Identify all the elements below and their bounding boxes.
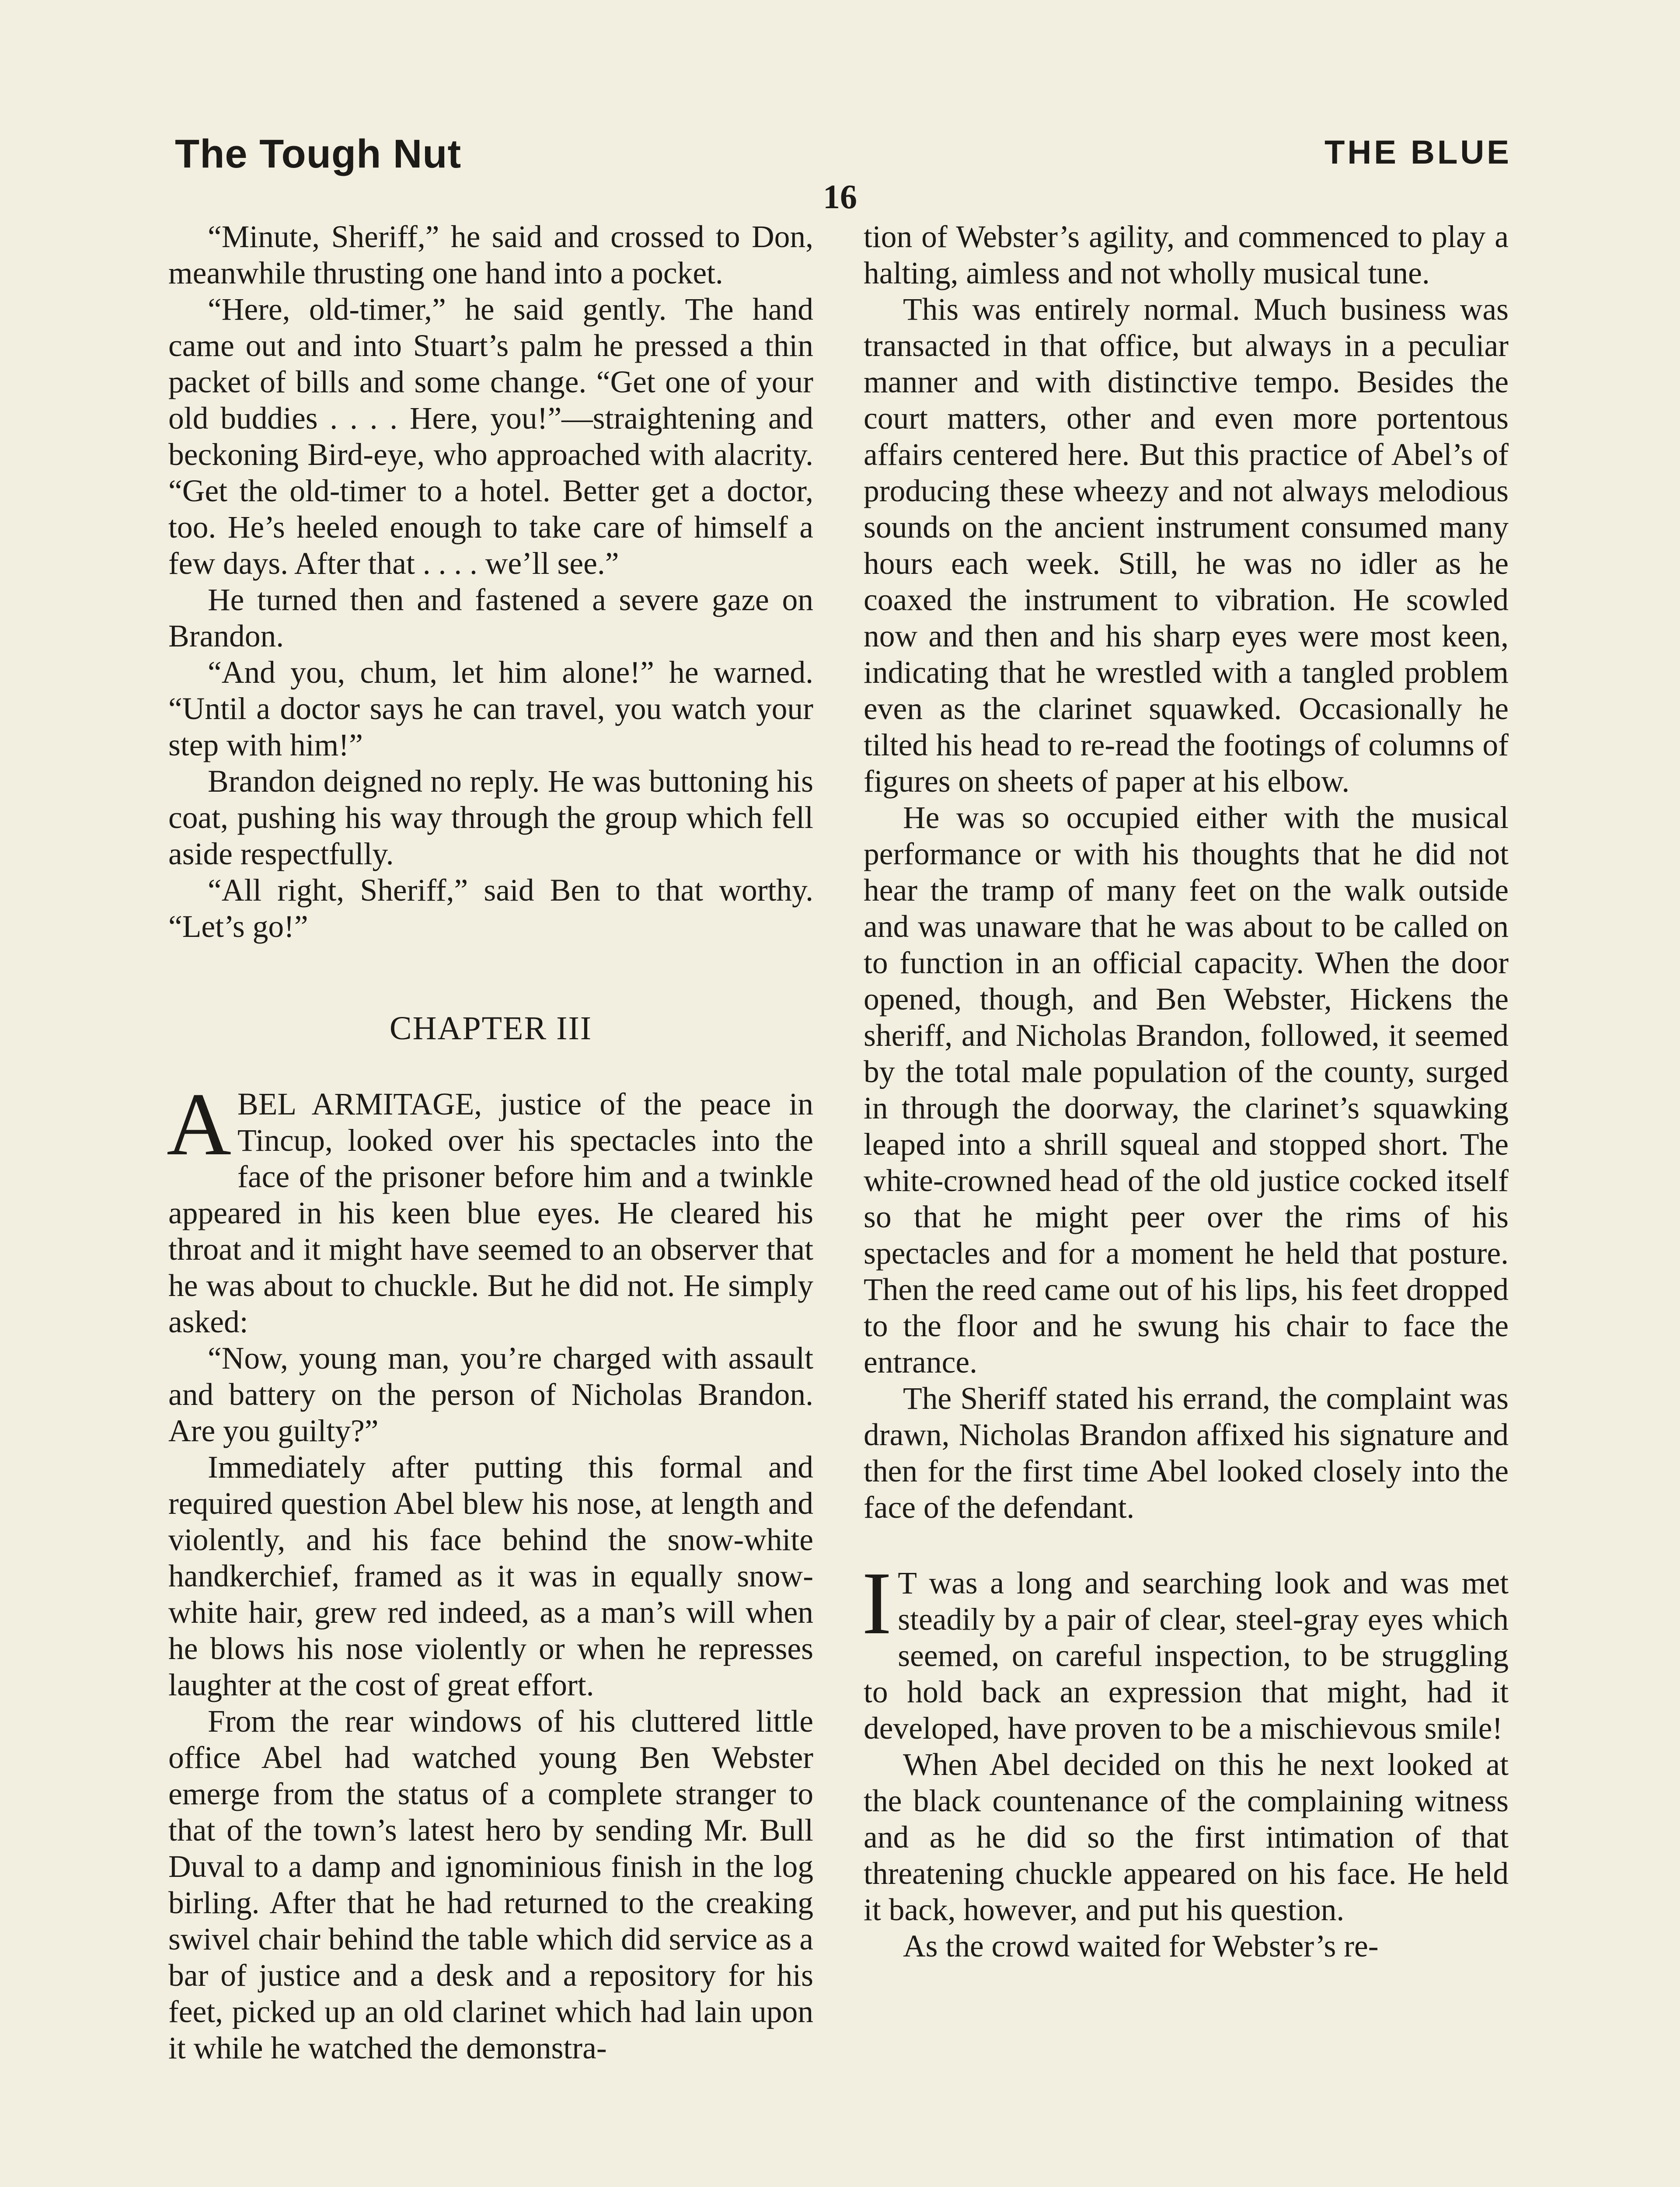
section-opening-paragraph	[862, 1554, 1509, 1747]
paragraph-text: T was a long and searching look and was met steadily by a pair of clear, steel-gray eyes which seemed, on careful inspection, to be struggling to hold back an expression that might, had it developed, have proven to be a mischievous smile!	[864, 1566, 1509, 1746]
paragraph: He was so occupied either with the musical performance or with his thoughts that he did not hear the tramp of many feet on the walk outside and was unaware that he was about to be called on to function in an official capacity. When the door opened, though, and Ben Webster, Hickens the sheriff, and Nicholas Brandon, followed, it seemed by the total male population of the county, surged in through the doorway, the clarinet’s squawking leaped into a shrill squeal and stopped short. The white-crowned head of the old justice cocked itself so that he might peer over the rims of his spectacles and for a moment he held that posture. Then the reed came out of his lips, his feet dropped to the floor and he swung his chair to face the entrance.	[864, 800, 1509, 1380]
right-column	[864, 219, 1509, 1964]
paragraph: From the rear windows of his cluttered little office Abel had watched young Ben Webster emerge from the status of a complete stranger to that of the town’s latest hero by sending Mr. Bull Duval to a damp and ignominious finish in the log birling. After that he had returned to the creaking swivel chair behind the table which did service as a bar of justice and a desk and a repository for his feet, picked up an old clarinet which had lain upon it while he watched the demonstra-	[168, 1704, 813, 2065]
magazine-name: THE BLUE	[1324, 134, 1512, 171]
paragraph: “And you, chum, let him alone!” he warned. “Until a doctor says he can travel, you watch your step with him!”	[168, 655, 813, 762]
chapter-opening-paragraph	[167, 1075, 813, 1340]
chapter-heading: CHAPTER III	[389, 1010, 593, 1047]
paragraph: “All right, Sheriff,” said Ben to that worthy. “Let’s go!”	[168, 873, 813, 944]
paragraph: He turned then and fastened a severe gaze on Brandon.	[168, 583, 813, 653]
paragraph: The Sheriff stated his errand, the complaint was drawn, Nicholas Brandon affixed his signature and then for the first time Abel looked closely into the face of the defendant.	[864, 1381, 1509, 1525]
page-number: 16	[823, 178, 857, 216]
paragraph: As the crowd waited for Webster’s re-	[903, 1929, 1379, 1963]
paragraph: Brandon deigned no reply. He was buttoning his coat, pushing his way through the group which fell aside respectfully.	[168, 764, 813, 871]
paragraph: When Abel decided on this he next looked at the black countenance of the complaining witness and as he did so the first intimation of that threatening chuckle appeared on his face. He held it back, however, and put his question.	[864, 1747, 1509, 1927]
drop-cap: A	[167, 1075, 232, 1174]
paragraph: Immediately after putting this formal and required question Abel blew his nose, at length and violently, and his face behind the snow-white handkerchief, framed as it was in equally snow-white hair, grew red indeed, as a man’s will when he blows his nose violently or when he represses laughter at the cost of great effort.	[168, 1450, 813, 1702]
paragraph: This was entirely normal. Much business was transacted in that office, but always in a peculiar manner and with distinctive tempo. Besides the court matters, other and even more portentous affairs centered here. But this practice of Abel’s of producing these wheezy and not always melodious sounds on the ancient instrument consumed many hours each week. Still, he was no idler as he coaxed the instrument to vibration. He scowled now and then and his sharp eyes were most keen, indicating that he wrestled with a tangled problem even as the clarinet squawked. Occasionally he tilted his head to re-read the footings of columns of figures on sheets of paper at his elbow.	[864, 292, 1509, 799]
paragraph: “Minute, Sheriff,” he said and crossed to Don, meanwhile thrusting one hand into a pocket.	[168, 220, 813, 290]
running-title: The Tough Nut	[175, 132, 462, 176]
paragraph-text: BEL ARMITAGE, justice of the peace in Tincup, looked over his spectacles into the face of the prisoner before him and a twinkle appeared in his keen blue eyes. He cleared his throat and it might have seemed to an observer that he was about to chuckle. But he did not. He simply asked:	[168, 1087, 813, 1339]
paragraph: “Here, old-timer,” he said gently. The hand came out and into Stuart’s palm he pressed a thin packet of bills and some change. “Get one of your old buddies . . . . Here, you!”—straightening and beckoning Bird-eye, who approached with alacrity. “Get the old-timer to a hotel. Better get a doctor, too. He’s heeled enough to take care of himself a few days. After that . . . . we’ll see.”	[168, 292, 813, 581]
continued-paragraph: tion of Webster’s agility, and commenced to play a halting, aimless and not wholly musical tune.	[864, 220, 1509, 290]
left-column	[168, 219, 813, 2066]
paragraph: “Now, young man, you’re charged with assault and battery on the person of Nicholas Brandon. Are you guilty?”	[168, 1341, 813, 1448]
drop-cap: I	[862, 1554, 892, 1653]
